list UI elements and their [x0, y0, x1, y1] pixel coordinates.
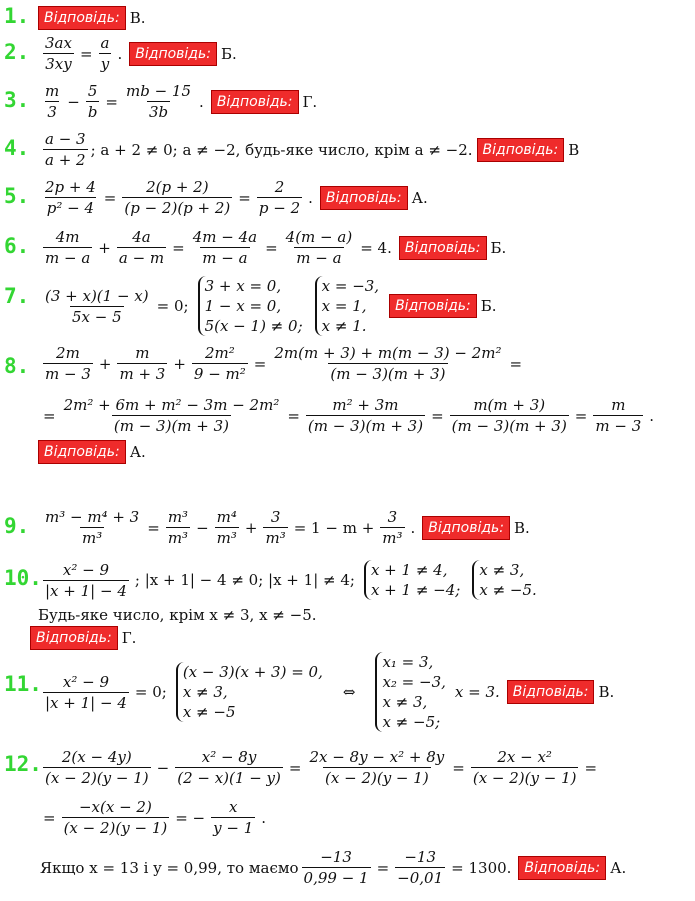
- math-operator: = 0;: [134, 683, 167, 701]
- denominator: m − a: [296, 249, 342, 267]
- fraction: [380, 508, 404, 547]
- item-number: 2.: [4, 40, 30, 64]
- numerator: a: [100, 34, 110, 52]
- fraction: [306, 396, 425, 435]
- answer-label: Відповідь:: [38, 6, 126, 30]
- numerator: a − 3: [45, 130, 86, 148]
- fraction: [43, 673, 129, 712]
- answer-letter: Б.: [480, 297, 497, 315]
- system-line: x = −3,: [321, 277, 380, 295]
- math-operator: x = 3.: [454, 683, 500, 701]
- fraction: [43, 287, 151, 326]
- math-operator: +: [98, 354, 112, 373]
- numerator: m(m + 3): [473, 396, 546, 414]
- numerator: x² − 8y: [201, 748, 257, 766]
- answer-letter: Г.: [121, 629, 137, 647]
- system-line: x ≠ −5;: [382, 713, 441, 731]
- fraction: [215, 508, 239, 547]
- denominator: b: [87, 103, 98, 121]
- fraction: [124, 82, 193, 121]
- equation-system: [176, 662, 323, 722]
- denominator: 3xy: [45, 55, 72, 73]
- system-line: (x − 3)(x + 3) = 0,: [182, 663, 323, 681]
- math-operator: =: [509, 354, 523, 373]
- denominator: m − a: [45, 249, 91, 267]
- math-operator: −: [67, 92, 80, 111]
- denominator: 5x − 5: [71, 307, 122, 326]
- fraction: [471, 748, 579, 787]
- denominator: p − 2: [258, 199, 301, 217]
- numerator: (3 + x)(1 − x): [45, 286, 149, 305]
- answer-label: Відповідь:: [518, 856, 606, 880]
- answer-label: Відповідь:: [422, 516, 510, 540]
- math-operator: =: [452, 758, 465, 777]
- fraction: [43, 344, 93, 383]
- answer-label: Відповідь:: [507, 680, 595, 704]
- item-number: 8.: [4, 354, 30, 378]
- numerator: x: [228, 798, 238, 816]
- denominator: m³: [81, 529, 103, 547]
- answer-label: Відповідь:: [399, 236, 487, 260]
- system-line: x ≠ −5: [182, 703, 236, 721]
- denominator: |x + 1| − 4: [45, 581, 127, 600]
- math-operator: +: [244, 518, 258, 537]
- fraction: [43, 508, 141, 547]
- item-number: 3.: [4, 88, 30, 112]
- denominator: 3b: [148, 103, 169, 121]
- answer-label: Відповідь:: [211, 90, 299, 114]
- system-line: x₁ = 3,: [382, 653, 434, 671]
- answer-label: Відповідь:: [477, 138, 565, 162]
- numerator: m: [45, 82, 60, 100]
- math-operator: =: [103, 188, 117, 207]
- math-operator: =: [431, 406, 444, 425]
- math-operator: =: [43, 808, 56, 827]
- math-operator: = −: [175, 808, 206, 827]
- answer-letter: Г.: [302, 92, 318, 111]
- fraction: [117, 344, 167, 383]
- fraction: [192, 344, 248, 383]
- math-operator: =: [105, 92, 118, 111]
- math-operator: = 1300.: [451, 858, 512, 877]
- denominator: m³: [216, 529, 237, 547]
- system-line: x = 1,: [321, 297, 367, 315]
- math-operator: .: [308, 188, 313, 207]
- denominator: 0,99 − 1: [303, 869, 369, 887]
- denominator: a − m: [118, 249, 165, 267]
- numerator: 2p + 4: [45, 178, 96, 196]
- fraction: [117, 228, 166, 267]
- denominator: −0,01: [397, 869, 444, 887]
- numerator: 2m² + 6m + m² − 3m − 2m²: [63, 396, 280, 414]
- fraction: [43, 228, 92, 267]
- math-operator: =: [265, 238, 278, 257]
- math-operator: .: [117, 44, 123, 63]
- fraction: [62, 396, 282, 435]
- fraction: [122, 178, 232, 217]
- condition-text: ; a + 2 ≠ 0; a ≠ −2, будь-яке число, крім a ≠ −2.: [90, 140, 473, 159]
- math-operator: = 0;: [156, 297, 189, 315]
- system-line: x ≠ 3,: [182, 683, 228, 701]
- system-line: 3 + x = 0,: [204, 277, 282, 295]
- denominator: m³: [167, 529, 189, 547]
- fraction: [395, 848, 445, 887]
- answer-letter: Б.: [490, 238, 507, 257]
- denominator: y: [100, 55, 110, 73]
- item-number: 6.: [4, 234, 30, 258]
- fraction: [43, 82, 61, 121]
- answer-letter: А.: [411, 188, 428, 207]
- denominator: 9 − m²: [193, 365, 246, 383]
- fraction: [302, 848, 371, 887]
- math-operator: =: [79, 44, 93, 63]
- fraction: [593, 396, 643, 435]
- fraction: [43, 178, 98, 217]
- fraction: [263, 508, 287, 547]
- numerator: 2(p + 2): [146, 178, 209, 196]
- denominator: (2 − x)(1 − y): [177, 769, 281, 787]
- math-operator: .: [261, 808, 267, 827]
- denominator: (x − 2)(y − 1): [63, 819, 168, 837]
- fraction: [43, 130, 88, 169]
- numerator: m: [611, 396, 626, 414]
- item-number: 10.: [4, 566, 42, 590]
- math-operator: −: [196, 518, 209, 537]
- denominator: (p − 2)(p + 2): [124, 199, 231, 217]
- numerator: 4m − 4a: [192, 228, 258, 246]
- denominator: |x + 1| − 4: [45, 693, 127, 712]
- denominator: m − 3: [595, 417, 642, 435]
- math-operator: =: [287, 406, 300, 425]
- math-operator: =: [172, 238, 185, 257]
- fraction: [284, 228, 355, 267]
- denominator: (x − 2)(y − 1): [325, 769, 429, 787]
- item-number: 12.: [4, 752, 42, 776]
- math-operator: −: [156, 758, 170, 777]
- denominator: a + 2: [45, 151, 86, 169]
- math-operator: +: [98, 238, 111, 257]
- math-operator: = 4.: [360, 238, 392, 257]
- item-number: 9.: [4, 514, 30, 538]
- denominator: (x − 2)(y − 1): [472, 769, 577, 787]
- numerator: m⁴: [216, 508, 237, 526]
- math-operator: =: [238, 188, 251, 207]
- denominator: p² − 4: [46, 199, 95, 217]
- fraction: [191, 228, 259, 267]
- answer-label: Відповідь:: [129, 42, 217, 66]
- numerator: 4(m − a): [285, 228, 353, 246]
- conclusion-text: Будь-яке число, крім x ≠ 3, x ≠ −5.: [38, 606, 317, 624]
- numerator: mb − 15: [126, 82, 192, 100]
- system-line: x₂ = −3,: [382, 673, 446, 691]
- numerator: m³ − m⁴ + 3: [45, 508, 140, 526]
- answer-letter: В: [568, 140, 580, 159]
- equation-system: [364, 560, 460, 600]
- denominator: (x − 2)(y − 1): [45, 769, 149, 787]
- fraction: [307, 748, 446, 787]
- math-operator: =: [376, 858, 390, 877]
- system-line: x ≠ 3,: [382, 693, 428, 711]
- item-number: 11.: [4, 672, 42, 696]
- math-operator: .: [410, 518, 416, 537]
- numerator: 3: [387, 508, 398, 526]
- numerator: 2m²: [204, 344, 235, 362]
- numerator: m² + 3m: [332, 396, 399, 414]
- item-number: 4.: [4, 136, 30, 160]
- system-line: x ≠ 1.: [321, 317, 367, 335]
- denominator: (m − 3)(m + 3): [330, 365, 446, 383]
- answer-label: Відповідь:: [30, 626, 118, 650]
- fraction: [43, 34, 74, 73]
- answer-label: Відповідь:: [389, 294, 477, 318]
- fraction: [166, 508, 190, 547]
- fraction: [257, 178, 302, 217]
- substitution-text: Якщо x = 13 і y = 0,99, то маємо: [40, 858, 299, 877]
- system-line: x ≠ 3,: [479, 561, 525, 579]
- answer-label: Відповідь:: [38, 440, 126, 464]
- answer-letter: В.: [129, 9, 146, 27]
- fraction: [43, 748, 151, 787]
- system-line: x + 1 ≠ 4,: [370, 561, 448, 579]
- system-line: 5(x − 1) ≠ 0;: [204, 317, 303, 335]
- numerator: 4a: [132, 228, 151, 246]
- system-line: x + 1 ≠ −4;: [370, 581, 461, 599]
- numerator: m: [135, 344, 150, 362]
- answer-letter: А.: [129, 443, 146, 461]
- fraction: [175, 748, 283, 787]
- numerator: 5: [87, 82, 98, 100]
- answer-letter: В.: [513, 518, 530, 537]
- item-number: 7.: [4, 284, 30, 308]
- numerator: 2x − 8y − x² + 8y: [309, 748, 445, 766]
- math-operator: .: [199, 92, 204, 111]
- answer-letter: В.: [598, 683, 615, 701]
- math-operator: =: [147, 518, 160, 537]
- equation-system: [198, 276, 303, 336]
- denominator: m − a: [202, 249, 248, 267]
- item-number: 5.: [4, 184, 30, 208]
- numerator: 3: [270, 508, 281, 526]
- math-operator: .: [649, 406, 655, 425]
- numerator: −13: [320, 848, 352, 866]
- numerator: −13: [404, 848, 436, 866]
- numerator: 2m: [56, 344, 80, 362]
- numerator: 2(x − 4y): [61, 748, 132, 766]
- denominator: (m − 3)(m + 3): [113, 417, 230, 435]
- denominator: m + 3: [119, 365, 166, 383]
- numerator: 2m(m + 3) + m(m − 3) − 2m²: [274, 344, 502, 362]
- answer-label: Відповідь:: [320, 186, 408, 210]
- numerator: −x(x − 2): [78, 798, 152, 816]
- math-operator: =: [43, 406, 56, 425]
- math-operator: +: [173, 354, 186, 373]
- equivalence-arrow: ⇔: [342, 683, 356, 701]
- denominator: m − 3: [45, 365, 91, 383]
- numerator: x² − 9: [62, 560, 109, 579]
- system-line: 1 − x = 0,: [204, 297, 282, 315]
- math-operator: = 1 − m +: [293, 518, 375, 537]
- denominator: m³: [265, 529, 286, 547]
- numerator: x² − 9: [62, 672, 109, 691]
- math-operator: =: [584, 758, 598, 777]
- denominator: y − 1: [213, 819, 254, 837]
- numerator: 4m: [55, 228, 80, 246]
- equation-system: [375, 652, 445, 732]
- numerator: 2: [274, 178, 285, 196]
- math-operator: ; |x + 1| − 4 ≠ 0; |x + 1| ≠ 4;: [134, 571, 355, 589]
- fraction: [43, 561, 129, 600]
- numerator: m³: [167, 508, 189, 526]
- fraction: [99, 34, 112, 73]
- numerator: 2x − x²: [497, 748, 552, 766]
- answer-letter: А.: [610, 858, 627, 877]
- fraction: [211, 798, 255, 837]
- denominator: 3: [47, 103, 57, 121]
- denominator: (m − 3)(m + 3): [307, 417, 424, 435]
- fraction: [62, 798, 170, 837]
- system-line: x ≠ −5.: [479, 581, 537, 599]
- item-number: 1.: [4, 4, 30, 28]
- math-operator: =: [574, 406, 588, 425]
- math-operator: =: [288, 758, 302, 777]
- math-operator: =: [253, 354, 267, 373]
- fraction: [272, 344, 503, 383]
- fraction: [86, 82, 100, 121]
- denominator: (m − 3)(m + 3): [451, 417, 567, 435]
- fraction: [450, 396, 569, 435]
- denominator: m³: [382, 529, 403, 547]
- answer-letter: Б.: [220, 44, 237, 63]
- equation-system: [315, 276, 379, 336]
- numerator: 3ax: [45, 34, 72, 52]
- equation-system: [472, 560, 536, 600]
